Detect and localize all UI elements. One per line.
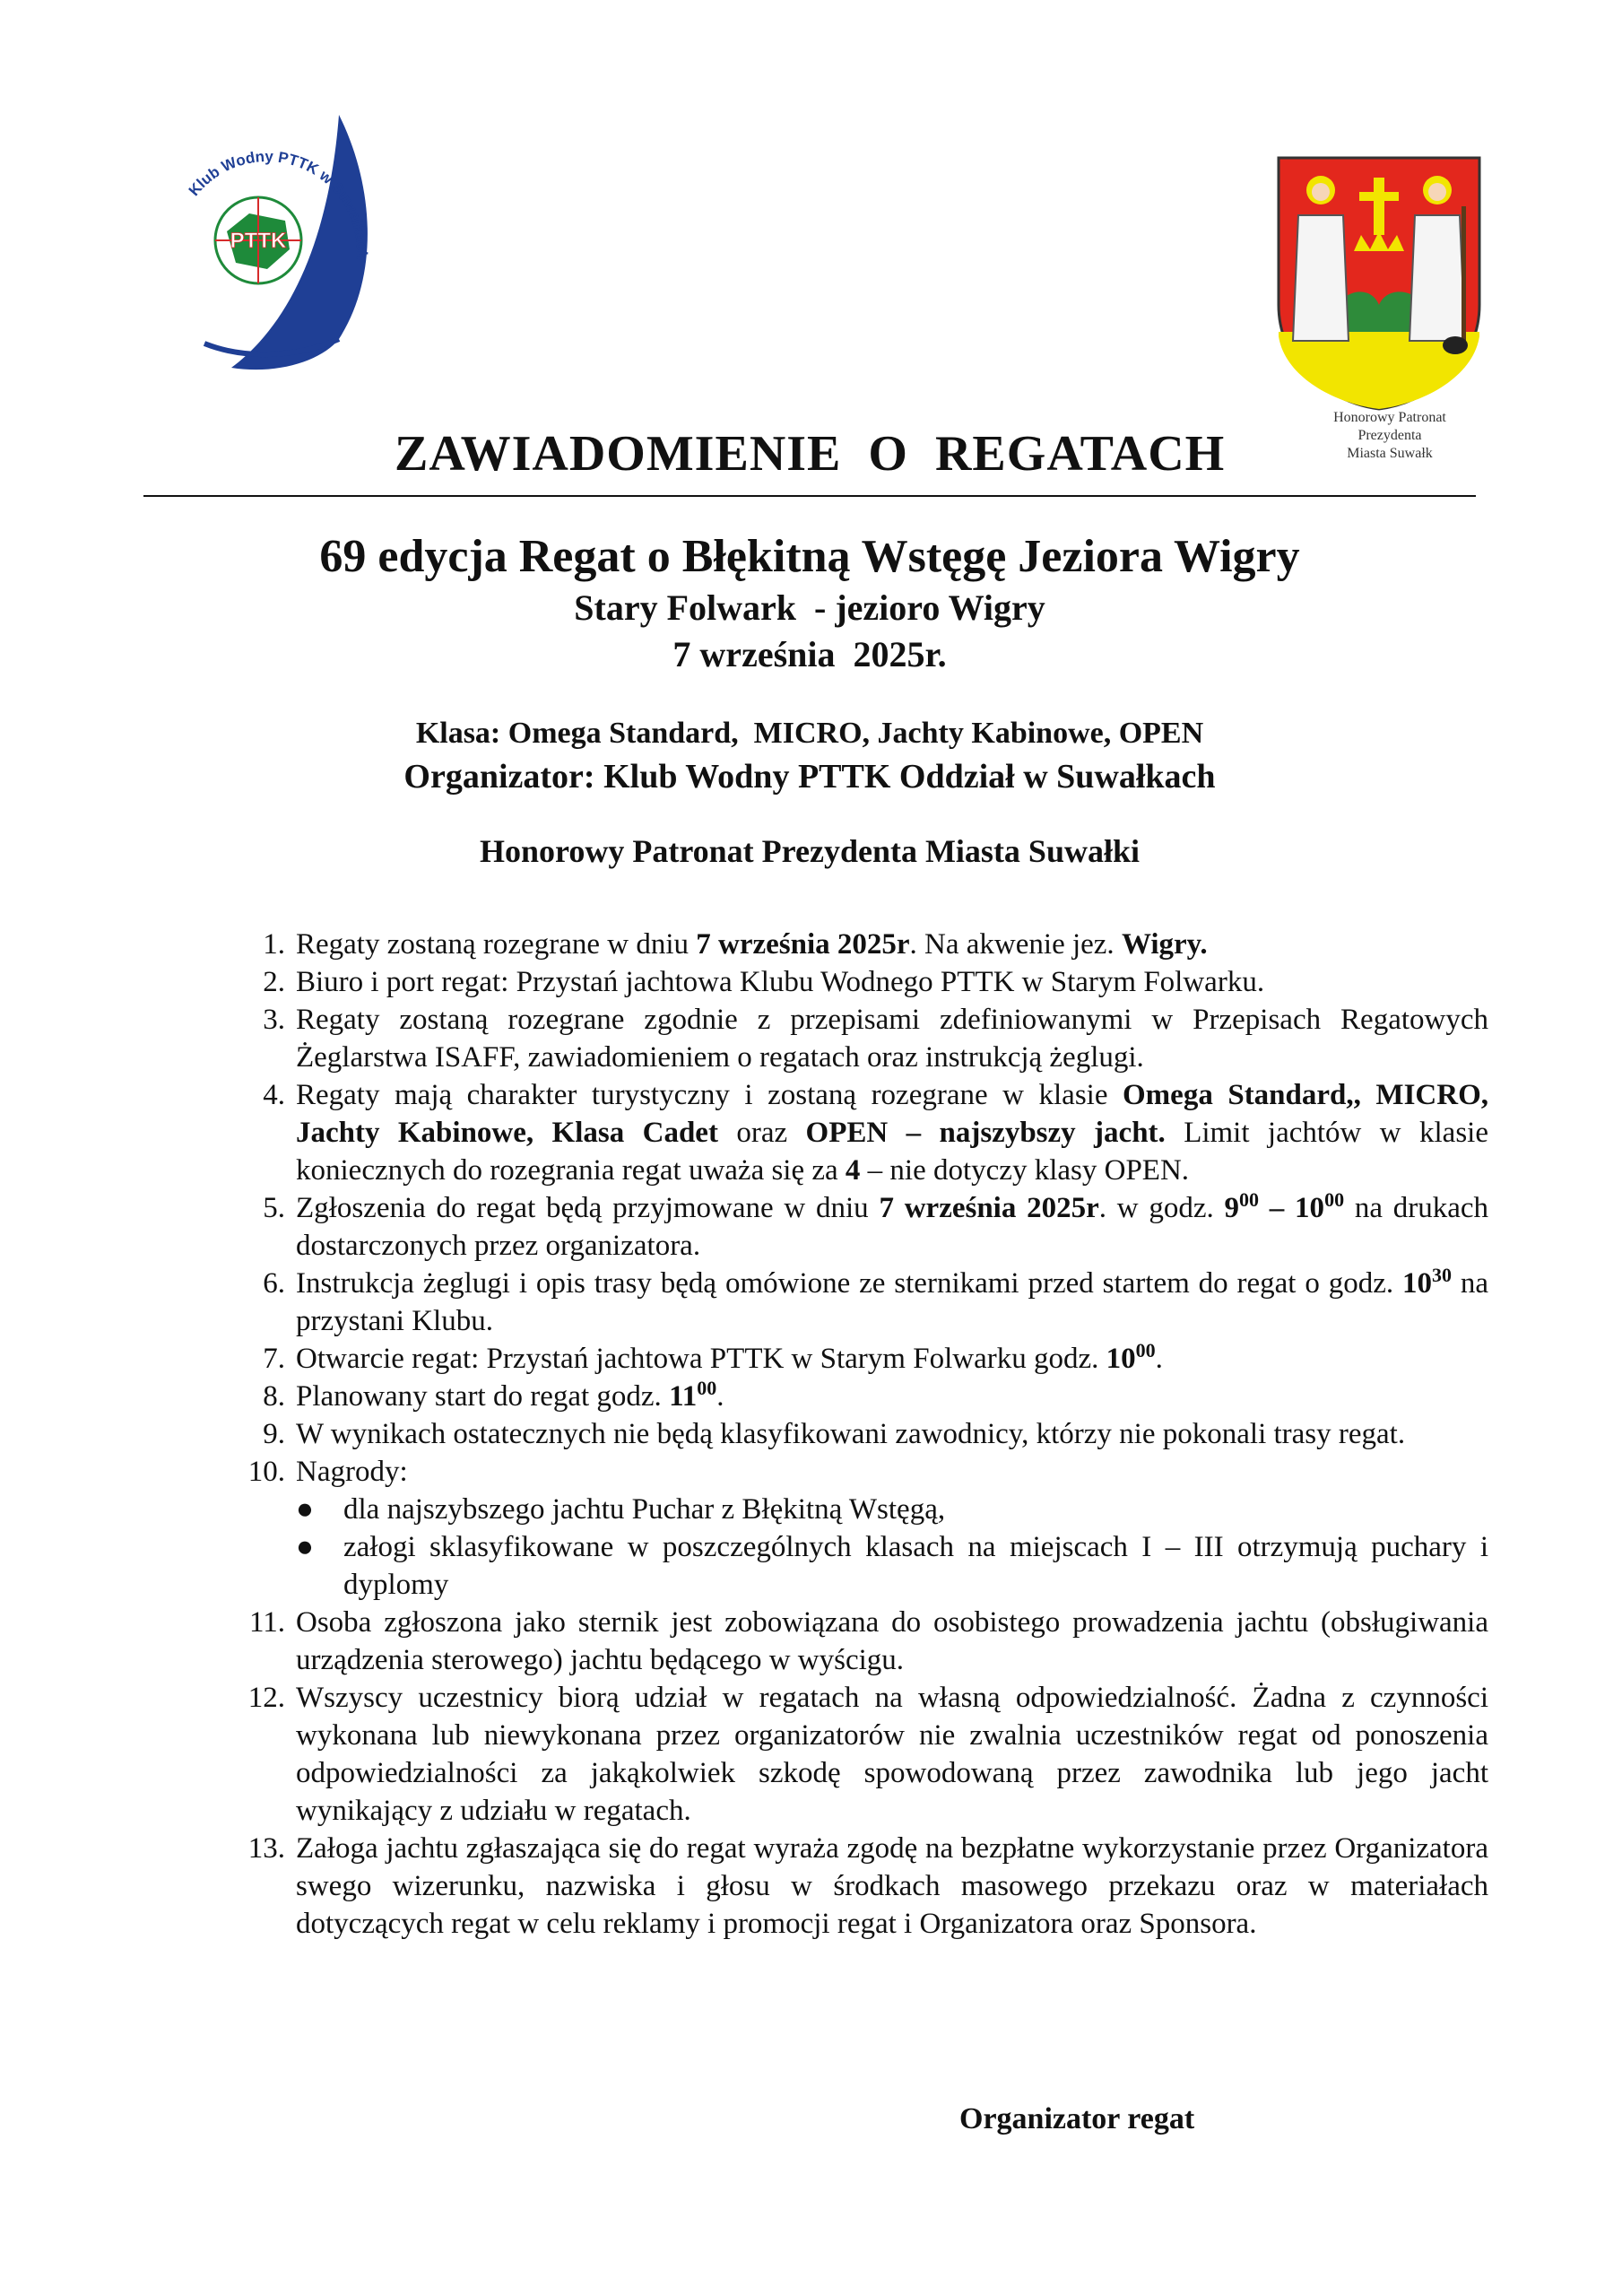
bullet-icon: ● — [296, 1531, 314, 1563]
rule-time: 10 — [1106, 1343, 1136, 1375]
rule-number: 4. — [263, 1079, 285, 1111]
rule-text: . w godz. — [1098, 1192, 1225, 1224]
rule-text: Wszyscy uczestnicy biorą udział w regatach na własną odpowiedzialność. Żadna z czynności wykonana lub niewykonana przez organizatorów nie zwalnia uczestników regat od ponoszenia odpowiedzialności za jakąkolwiek szkodę spowodowaną przez zawodnika lub jego jacht wynikający z udziału w regatach. — [296, 1682, 1488, 1827]
page-title: ZAWIADOMIENIE O REGATACH — [395, 426, 1226, 482]
rule-text: Nagrody: — [296, 1456, 408, 1488]
rule-number: 8. — [263, 1380, 285, 1413]
rule-text: Osoba zgłoszona jako sternik jest zobowiązana do osobistego prowadzenia jachtu (obsługiwania urządzenia sterowego) jachtu będącego w wyścigu. — [296, 1606, 1488, 1676]
rule-item — [263, 963, 1488, 1001]
coat-caption-line: Honorowy Patronat — [1333, 410, 1446, 425]
event-organizer: Organizator: Klub Wodny PTTK Oddział w Suwałkach — [403, 758, 1216, 796]
rule-text: Biuro i port regat: Przystań jachtowa Klubu Wodnego PTTK w Starym Folwarku. — [296, 966, 1265, 998]
rule-text: Regaty zostaną rozegrane zgodnie z przepisami zdefiniowanymi w Przepisach Regatowych Żeglarstwa ISAFF, zawiadomieniem o regatach oraz instrukcją żeglugi. — [296, 1004, 1488, 1074]
event-header — [143, 529, 1476, 678]
rule-number: 11. — [248, 1606, 285, 1639]
rule-text-bold: 7 września 2025r — [696, 928, 910, 961]
rule-number: 1. — [263, 928, 285, 961]
event-date: 7 września 2025r. — [672, 634, 947, 674]
club-ring-text: Klub Wodny PTTK w Suwałkach — [185, 147, 371, 261]
honorary-patronage: Honorowy Patronat Prezydenta Miasta Suwałki — [480, 833, 1140, 869]
rule-item — [263, 1377, 1488, 1415]
rule-number: 3. — [263, 1004, 285, 1036]
rule-time-sup: 00 — [1239, 1188, 1260, 1211]
prize-text: dla najszybszego jachtu Puchar z Błękitną Wstęgą, — [343, 1493, 946, 1526]
rule-time: 9 — [1224, 1192, 1240, 1224]
event-meta — [143, 713, 1476, 799]
rule-number: 6. — [263, 1267, 285, 1300]
rule-item — [263, 926, 1488, 963]
prize-list — [296, 1491, 1488, 1604]
prize-item — [296, 1528, 1488, 1604]
rule-text-bold: Omega Standard,, MICRO, Jachty Kabinowe, Klasa Cadet — [296, 1079, 1488, 1149]
rule-number: 13. — [247, 1832, 285, 1865]
rule-time-sup: 00 — [1135, 1339, 1156, 1361]
title-divider — [143, 495, 1476, 497]
rule-text: na przystani Klubu. — [296, 1267, 1489, 1337]
rule-text: . Na akwenie jez. — [909, 928, 1122, 961]
rule-item — [263, 1001, 1488, 1076]
rule-time: – 10 — [1259, 1192, 1325, 1224]
rule-number: 9. — [263, 1418, 285, 1450]
coat-caption — [1282, 409, 1497, 463]
rule-item — [263, 1076, 1488, 1189]
rule-time: 10 — [1401, 1267, 1432, 1300]
rule-text: Załoga jachtu zgłaszająca się do regat wyraża zgodę na bezpłatne wykorzystanie przez Organizatora swego wizerunku, nazwiska i głosu w środkach masowego przekazu oraz w materiałach dotyczących regat w celu reklamy i promocji regat i Organizatora oraz Sponsora. — [296, 1832, 1488, 1940]
rule-number: 7. — [263, 1343, 285, 1375]
rule-text: Planowany start do regat godz. — [296, 1380, 670, 1413]
coat-of-arms — [1271, 152, 1487, 413]
event-name: 69 edycja Regat o Błękitną Wstęgę Jeziora Wigry — [319, 531, 1300, 582]
rule-text: – nie dotyczy klasy OPEN. — [860, 1154, 1190, 1187]
rule-text: na drukach dostarczonych przez organizatora. — [296, 1192, 1489, 1262]
coat-caption-line: Prezydenta — [1357, 428, 1422, 443]
rule-number: 5. — [263, 1192, 285, 1224]
rules-list — [247, 926, 1489, 1943]
rule-number: 12. — [247, 1682, 285, 1714]
rule-text: . — [716, 1380, 724, 1413]
rule-item — [263, 1339, 1488, 1378]
coat-caption-line: Miasta Suwałk — [1347, 446, 1433, 461]
rule-text: Limit jachtów w klasie koniecznych do rozegrania regat uważa się za — [296, 1117, 1488, 1187]
rule-text: oraz — [717, 1117, 806, 1149]
rule-item — [263, 1264, 1489, 1340]
rule-text-bold: OPEN – najszybszy jacht. — [805, 1117, 1166, 1149]
rule-text-bold: 7 września 2025r — [879, 1192, 1099, 1224]
rule-text-bold: 4 — [845, 1154, 861, 1187]
rule-item — [263, 1188, 1489, 1265]
rule-text-bold: Wigry. — [1121, 928, 1208, 961]
rule-number: 2. — [263, 966, 285, 998]
rule-text: Otwarcie regat: Przystań jachtowa PTTK w Starym Folwarku godz. — [296, 1343, 1106, 1375]
prize-item — [296, 1491, 1488, 1528]
rule-item — [248, 1604, 1488, 1679]
rule-text: Regaty mają charakter turystyczny i zostaną rozegrane w klasie — [296, 1079, 1123, 1111]
bullet-icon: ● — [296, 1493, 314, 1526]
rule-text: W wynikach ostatecznych nie będą klasyfikowani zawodnicy, którzy nie pokonali trasy regat. — [296, 1418, 1406, 1450]
rule-item — [247, 1830, 1488, 1943]
rule-time-sup: 00 — [1324, 1188, 1345, 1211]
rule-number: 10. — [247, 1456, 285, 1488]
club-logo — [151, 115, 411, 384]
rule-item — [247, 1453, 1488, 1604]
prize-text: załogi sklasyfikowane w poszczególnych klasach na miejscach I – III otrzymują puchary i dyplomy — [343, 1531, 1488, 1601]
rule-item — [263, 1415, 1488, 1453]
event-place: Stary Folwark - jezioro Wigry — [574, 587, 1045, 628]
signature: Organizator regat — [959, 2102, 1195, 2135]
rule-text: Instrukcja żeglugi i opis trasy będą omówione ze sternikami przed startem do regat o godz. — [296, 1267, 1402, 1300]
event-classes: Klasa: Omega Standard, MICRO, Jachty Kabinowe, OPEN — [415, 717, 1204, 750]
rule-item — [247, 1679, 1488, 1830]
rule-text: Regaty zostaną rozegrane w dniu — [296, 928, 697, 961]
rule-time-sup: 00 — [697, 1377, 717, 1399]
rule-text: Zgłoszenia do regat będą przyjmowane w dniu — [296, 1192, 880, 1224]
rule-time: 11 — [669, 1380, 698, 1413]
rule-text: . — [1155, 1343, 1163, 1375]
rule-time-sup: 30 — [1431, 1264, 1452, 1286]
club-badge-text: PTTK — [230, 229, 287, 253]
